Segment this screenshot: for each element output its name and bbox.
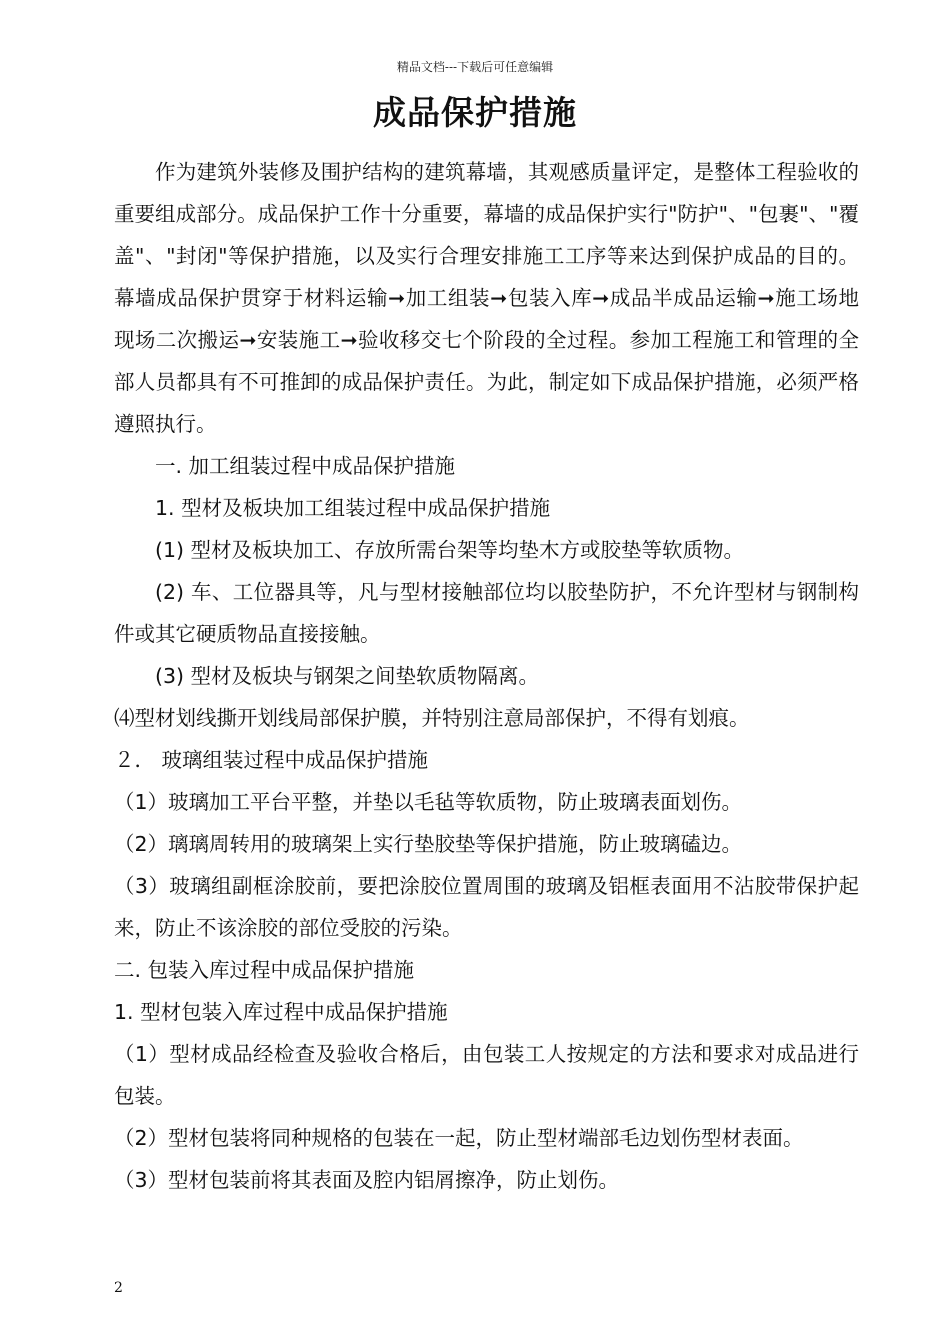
list-item: （3）玻璃组副框涂胶前，要把涂胶位置周围的玻璃及铝框表面用不沾胶带保护起来，防止不该涂胶的部位受胶的污染。 [114, 874, 859, 940]
list-item: (3) 型材及板块与钢架之间垫软质物隔离。 [155, 664, 540, 688]
list-item: (1) 型材及板块加工、存放所需台架等均垫木方或胶垫等软质物。 [155, 538, 745, 562]
list-item: （2）璃璃周转用的玻璃架上实行垫胶垫等保护措施，防止玻璃磕边。 [114, 832, 743, 856]
intro-paragraph: 作为建筑外装修及围护结构的建筑幕墙，其观感质量评定，是整体工程验收的重要组成部分。成品保护工作十分重要，幕墙的成品保护实行"防护"、"包裹"、"覆盖"、"封闭"等保护措施，以及实行合理安排施工工序等来达到保护成品的目的。幕墙成品保护贯穿于材料运输➞加工组装➞包装入库➞成品半成品运输➞施工场地现场二次搬运➞安装施工➞验收移交七个阶段的全过程。参加工程施工和管理的全部人员都具有不可推卸的成品保护责任。为此，制定如下成品保护措施，必须严格遵照执行。 [114, 160, 859, 436]
page-header: 精品文档---下载后可任意编辑 [396, 60, 554, 74]
list-item: （1）玻璃加工平台平整，并垫以毛毡等软质物，防止玻璃表面划伤。 [114, 790, 743, 814]
list-item: (2) 车、工位器具等，凡与型材接触部位均以胶垫防护，不允许型材与钢制构件或其它硬质物品直接接触。 [114, 580, 859, 646]
section-heading-2: 二. 包装入库过程中成品保护措施 [114, 958, 415, 982]
document-body [114, 151, 859, 1201]
page-number: 2 [114, 1280, 123, 1296]
subsection-heading-2-1: 1. 型材包装入库过程中成品保护措施 [114, 1000, 448, 1024]
list-item: ⑷型材划线撕开划线局部保护膜，并特别注意局部保护，不得有划痕。 [114, 706, 750, 730]
list-item: （1）型材成品经检查及验收合格后，由包装工人按规定的方法和要求对成品进行包装。 [114, 1042, 859, 1108]
subsection-heading-1-2: ２． 玻璃组装过程中成品保护措施 [114, 748, 429, 772]
list-item: （3）型材包装前将其表面及腔内铝屑擦净，防止划伤。 [114, 1168, 620, 1192]
subsection-heading-1-1: 1. 型材及板块加工组装过程中成品保护措施 [155, 496, 551, 520]
document-title: 成品保护措施 [373, 93, 577, 132]
list-item: （2）型材包装将同种规格的包装在一起，防止型材端部毛边划伤型材表面。 [114, 1126, 804, 1150]
section-heading-1: 一. 加工组装过程中成品保护措施 [155, 454, 456, 478]
